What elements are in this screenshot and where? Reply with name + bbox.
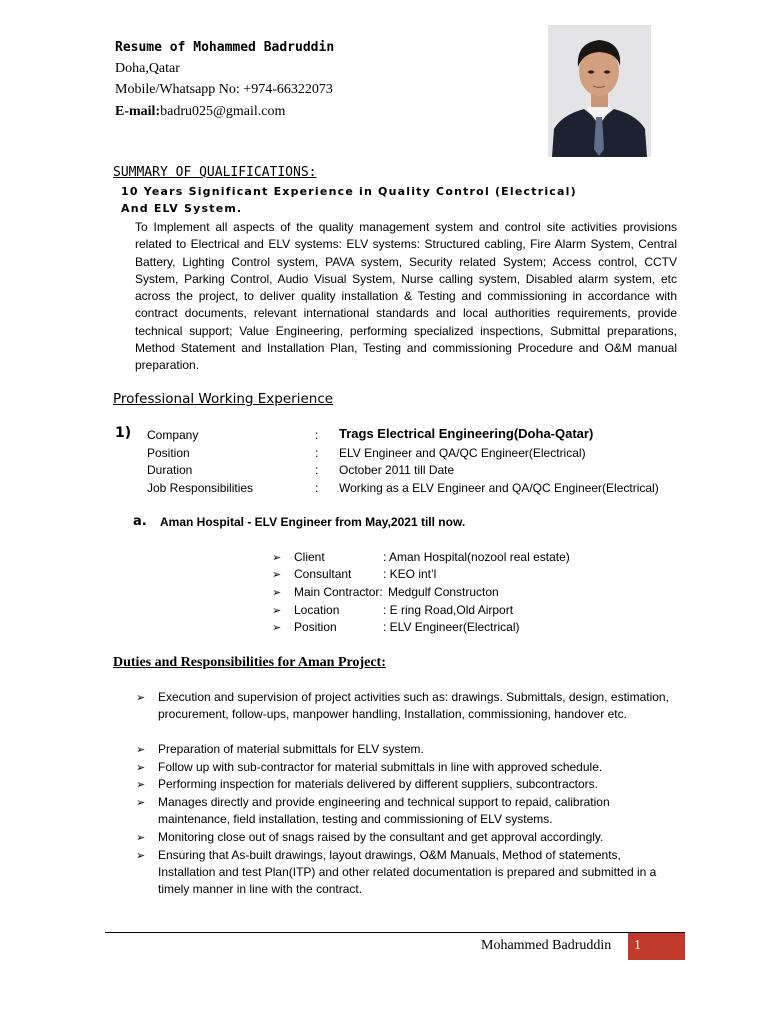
- duties-heading: Duties and Responsibilities for Aman Project:: [113, 655, 386, 670]
- email-label: E-mail:: [115, 104, 161, 119]
- arrow-bullet-icon: ➢: [136, 743, 146, 756]
- project-detail-row: [272, 620, 520, 638]
- project-detail-value: Medgulf Constructon: [388, 585, 499, 599]
- duty-text: Follow up with sub-contractor for material submittals in line with approved schedule.: [158, 760, 603, 774]
- summary-highlight: 10 Years Significant Experience in Quality Control (Electrical) And ELV System.: [121, 185, 577, 215]
- project-detail-value: : ELV Engineer(Electrical): [383, 620, 520, 634]
- duty-text: Ensuring that As-built drawings, layout drawings, O&M Manuals, Method of statements, Installation and test Plan(ITP) and other related documentation is prepared and submitted in a timely manner in line with the contract.: [158, 848, 657, 897]
- project-detail-value: : Aman Hospital(nozool real estate): [383, 550, 570, 564]
- company-separator: :: [315, 428, 319, 442]
- profile-photo: [548, 25, 651, 157]
- project-detail-value: : E ring Road,Old Airport: [383, 603, 514, 617]
- summary-paragraph: To Implement all aspects of the quality management system and control site activities provisions related to Electrical and ELV systems: ELV systems: Structured cabling, Fire Alarm System, Central Battery, Lighting Control system, PAVA system, Security related System; Access control, CCTV System, Parking Control, Audio Visual System, Nurse calling system, Disabled alarm system, etc across the project, to deliver quality installation & Testing and commissioning in accordance with contract documents, relevant international standards and local authorities requirements, provide technical support; Value Engineering, performing specialized inspections, Submittal preparations, Method Statement and Installation Plan, Testing and commissioning Procedure and O&M manual preparation.: [135, 220, 677, 373]
- position-separator: :: [315, 446, 319, 460]
- duty-text: Performing inspection for materials delivered by different suppliers, subcontractors.: [158, 777, 598, 791]
- project-marker: a.: [133, 514, 147, 529]
- position-value: ELV Engineer and QA/QC Engineer(Electrical): [339, 446, 586, 460]
- job-number: 1): [115, 425, 132, 441]
- job-responsibilities-label: Job Responsibilities: [147, 481, 254, 495]
- arrow-bullet-icon: ➢: [136, 796, 146, 809]
- resume-title: Resume of Mohammed Badruddin: [115, 40, 335, 55]
- experience-heading: Professional Working Experience: [113, 391, 334, 407]
- arrow-bullet-icon: ➢: [272, 586, 282, 599]
- location-text: Doha,Qatar: [115, 61, 180, 76]
- arrow-bullet-icon: ➢: [136, 691, 146, 704]
- page-number-badge: [628, 933, 685, 960]
- arrow-bullet-icon: ➢: [272, 551, 282, 564]
- page-number: 1: [634, 938, 641, 953]
- duty-item: [136, 829, 671, 846]
- duty-text: Manages directly and provide engineering and technical support to repaid, calibration maintenance, field installation, testing and commissioning of ELV systems.: [158, 795, 610, 827]
- arrow-bullet-icon: ➢: [136, 778, 146, 791]
- project-detail-label: Position: [294, 620, 337, 634]
- project-detail-label: Main Contractor:: [294, 585, 383, 599]
- company-label: Company: [147, 428, 199, 442]
- duty-item: [136, 794, 671, 828]
- email-value: badru025@gmail.com: [160, 104, 286, 119]
- summary-heading: SUMMARY OF QUALIFICATIONS:: [113, 165, 317, 180]
- company-value: Trags Electrical Engineering(Doha-Qatar): [339, 426, 594, 441]
- project-detail-row: [272, 550, 570, 568]
- email-line: [115, 104, 285, 120]
- project-detail-label: Consultant: [294, 567, 352, 581]
- duty-item: [136, 741, 671, 758]
- footer-divider: [105, 932, 685, 933]
- duty-text: Preparation of material submittals for ELV system.: [158, 742, 424, 756]
- project-detail-value: : KEO int’l: [383, 567, 437, 581]
- duration-label: Duration: [147, 463, 193, 477]
- job-responsibilities-separator: :: [315, 481, 319, 495]
- arrow-bullet-icon: ➢: [136, 831, 146, 844]
- arrow-bullet-icon: ➢: [272, 568, 282, 581]
- arrow-bullet-icon: ➢: [136, 761, 146, 774]
- duration-separator: :: [315, 463, 319, 477]
- arrow-bullet-icon: ➢: [136, 849, 146, 862]
- project-title: Aman Hospital - ELV Engineer from May,2021 till now.: [160, 515, 466, 529]
- arrow-bullet-icon: ➢: [272, 604, 282, 617]
- project-detail-label: Location: [294, 603, 340, 617]
- project-detail-row: [272, 567, 437, 585]
- profile-photo-graphic: [548, 25, 651, 157]
- project-detail-label: Client: [294, 550, 325, 564]
- duration-value: October 2011 till Date: [339, 463, 455, 477]
- project-detail-row: [272, 585, 499, 603]
- duty-item: [136, 759, 671, 776]
- footer-name: Mohammed Badruddin: [481, 938, 612, 953]
- arrow-bullet-icon: ➢: [272, 621, 282, 634]
- project-detail-row: [272, 603, 514, 621]
- duty-item: [136, 689, 671, 723]
- job-responsibilities-value: Working as a ELV Engineer and QA/QC Engineer(Electrical): [339, 481, 659, 495]
- duty-text: Monitoring close out of snags raised by the consultant and get approval accordingly.: [158, 830, 604, 844]
- position-label: Position: [147, 446, 190, 460]
- duty-text: Execution and supervision of project activities such as: drawings. Submittals, design, estimation, procurement, follow-ups, manpower handling, Installation, commissioning, handover etc.: [158, 690, 669, 722]
- duty-item: [136, 847, 671, 899]
- duty-item: [136, 776, 671, 793]
- phone-text: Mobile/Whatsapp No: +974-66322073: [115, 82, 333, 97]
